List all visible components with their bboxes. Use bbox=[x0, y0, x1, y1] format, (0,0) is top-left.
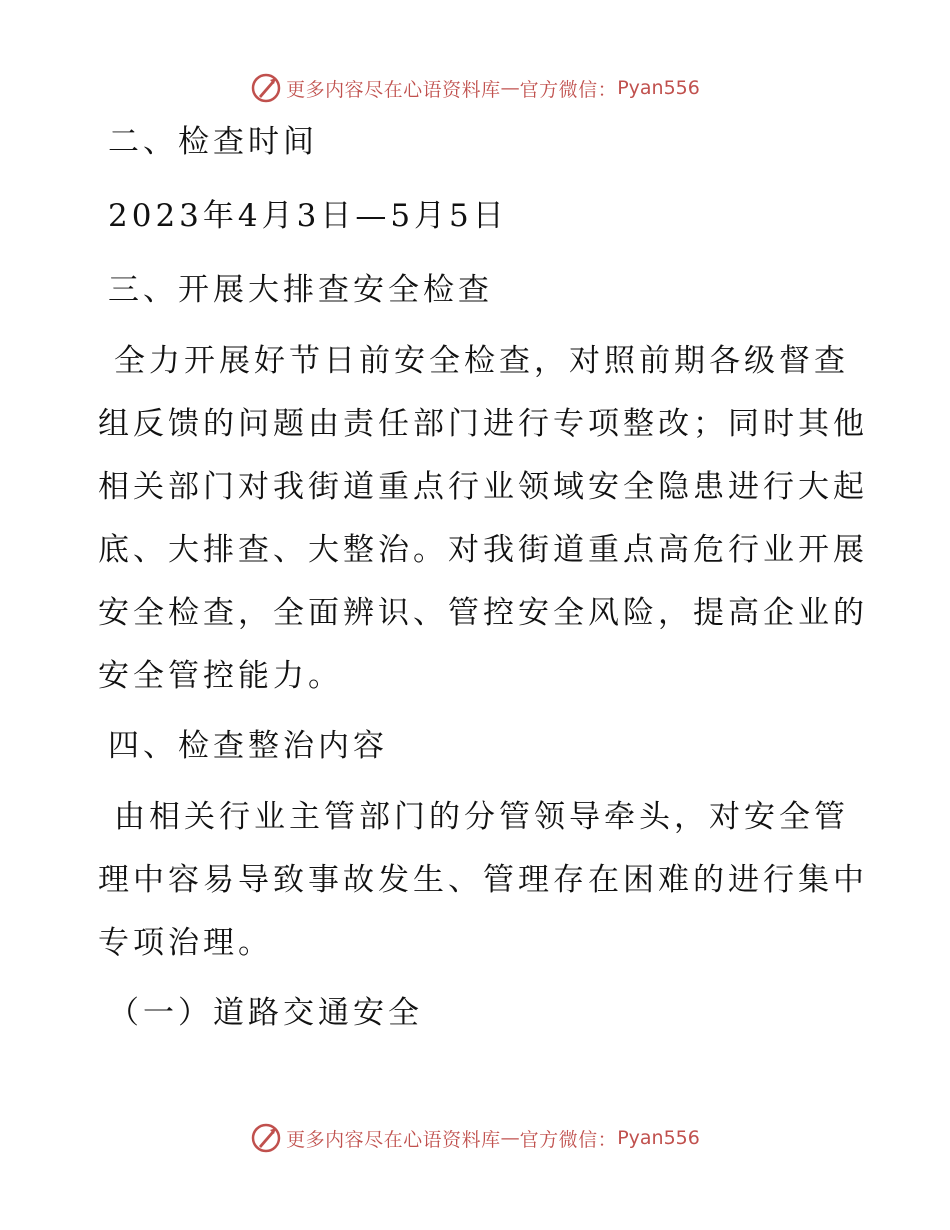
watermark-separator: — bbox=[500, 1127, 520, 1149]
watermark-label: 官方微信： bbox=[519, 1128, 618, 1151]
paragraph-line: 由相关行业主管部门的分管领导牵头，对安全管 bbox=[114, 799, 849, 835]
section-heading-inspection-content: 四、检查整治内容 bbox=[108, 728, 388, 764]
watermark-label: 官方微信： bbox=[519, 78, 618, 101]
paragraph-line: 专项治理。 bbox=[98, 925, 273, 961]
paragraph-line: 全力开展好节日前安全检查，对照前期各级督查 bbox=[114, 343, 849, 379]
inspection-date-range: 2023年4月3日—5月5日 bbox=[108, 198, 508, 234]
paragraph-line: 组反馈的问题由责任部门进行专项整改；同时其他 bbox=[98, 406, 868, 442]
watermark-wechat-id: Pyan556 bbox=[617, 1127, 700, 1149]
footer-watermark bbox=[0, 1122, 950, 1154]
section-heading-safety-inspection: 三、开展大排查安全检查 bbox=[108, 272, 493, 308]
document-body bbox=[98, 122, 868, 1033]
header-watermark bbox=[0, 72, 950, 104]
paragraph-line: 相关部门对我街道重点行业领域安全隐患进行大起 bbox=[98, 469, 868, 505]
paragraph-line: 理中容易导致事故发生、管理存在困难的进行集中 bbox=[98, 862, 868, 898]
paragraph-inspection-content bbox=[98, 786, 868, 975]
quill-logo-icon bbox=[250, 72, 282, 104]
paragraph-line: 安全检查，全面辨识、管控安全风险，提高企业的 bbox=[98, 595, 868, 631]
watermark-separator: — bbox=[500, 77, 520, 99]
paragraph-line: 安全管控能力。 bbox=[98, 658, 343, 694]
subsection-heading-road-traffic-safety: （一）道路交通安全 bbox=[108, 995, 423, 1031]
watermark-text: 更多内容尽在心语资料库 bbox=[286, 1128, 501, 1151]
paragraph-safety-inspection bbox=[98, 330, 868, 708]
section-heading-inspection-time: 二、检查时间 bbox=[108, 124, 318, 160]
quill-logo-icon bbox=[250, 1122, 282, 1154]
watermark-wechat-id: Pyan556 bbox=[617, 77, 700, 99]
paragraph-line: 底、大排查、大整治。对我街道重点高危行业开展 bbox=[98, 532, 868, 568]
watermark-text: 更多内容尽在心语资料库 bbox=[286, 78, 501, 101]
